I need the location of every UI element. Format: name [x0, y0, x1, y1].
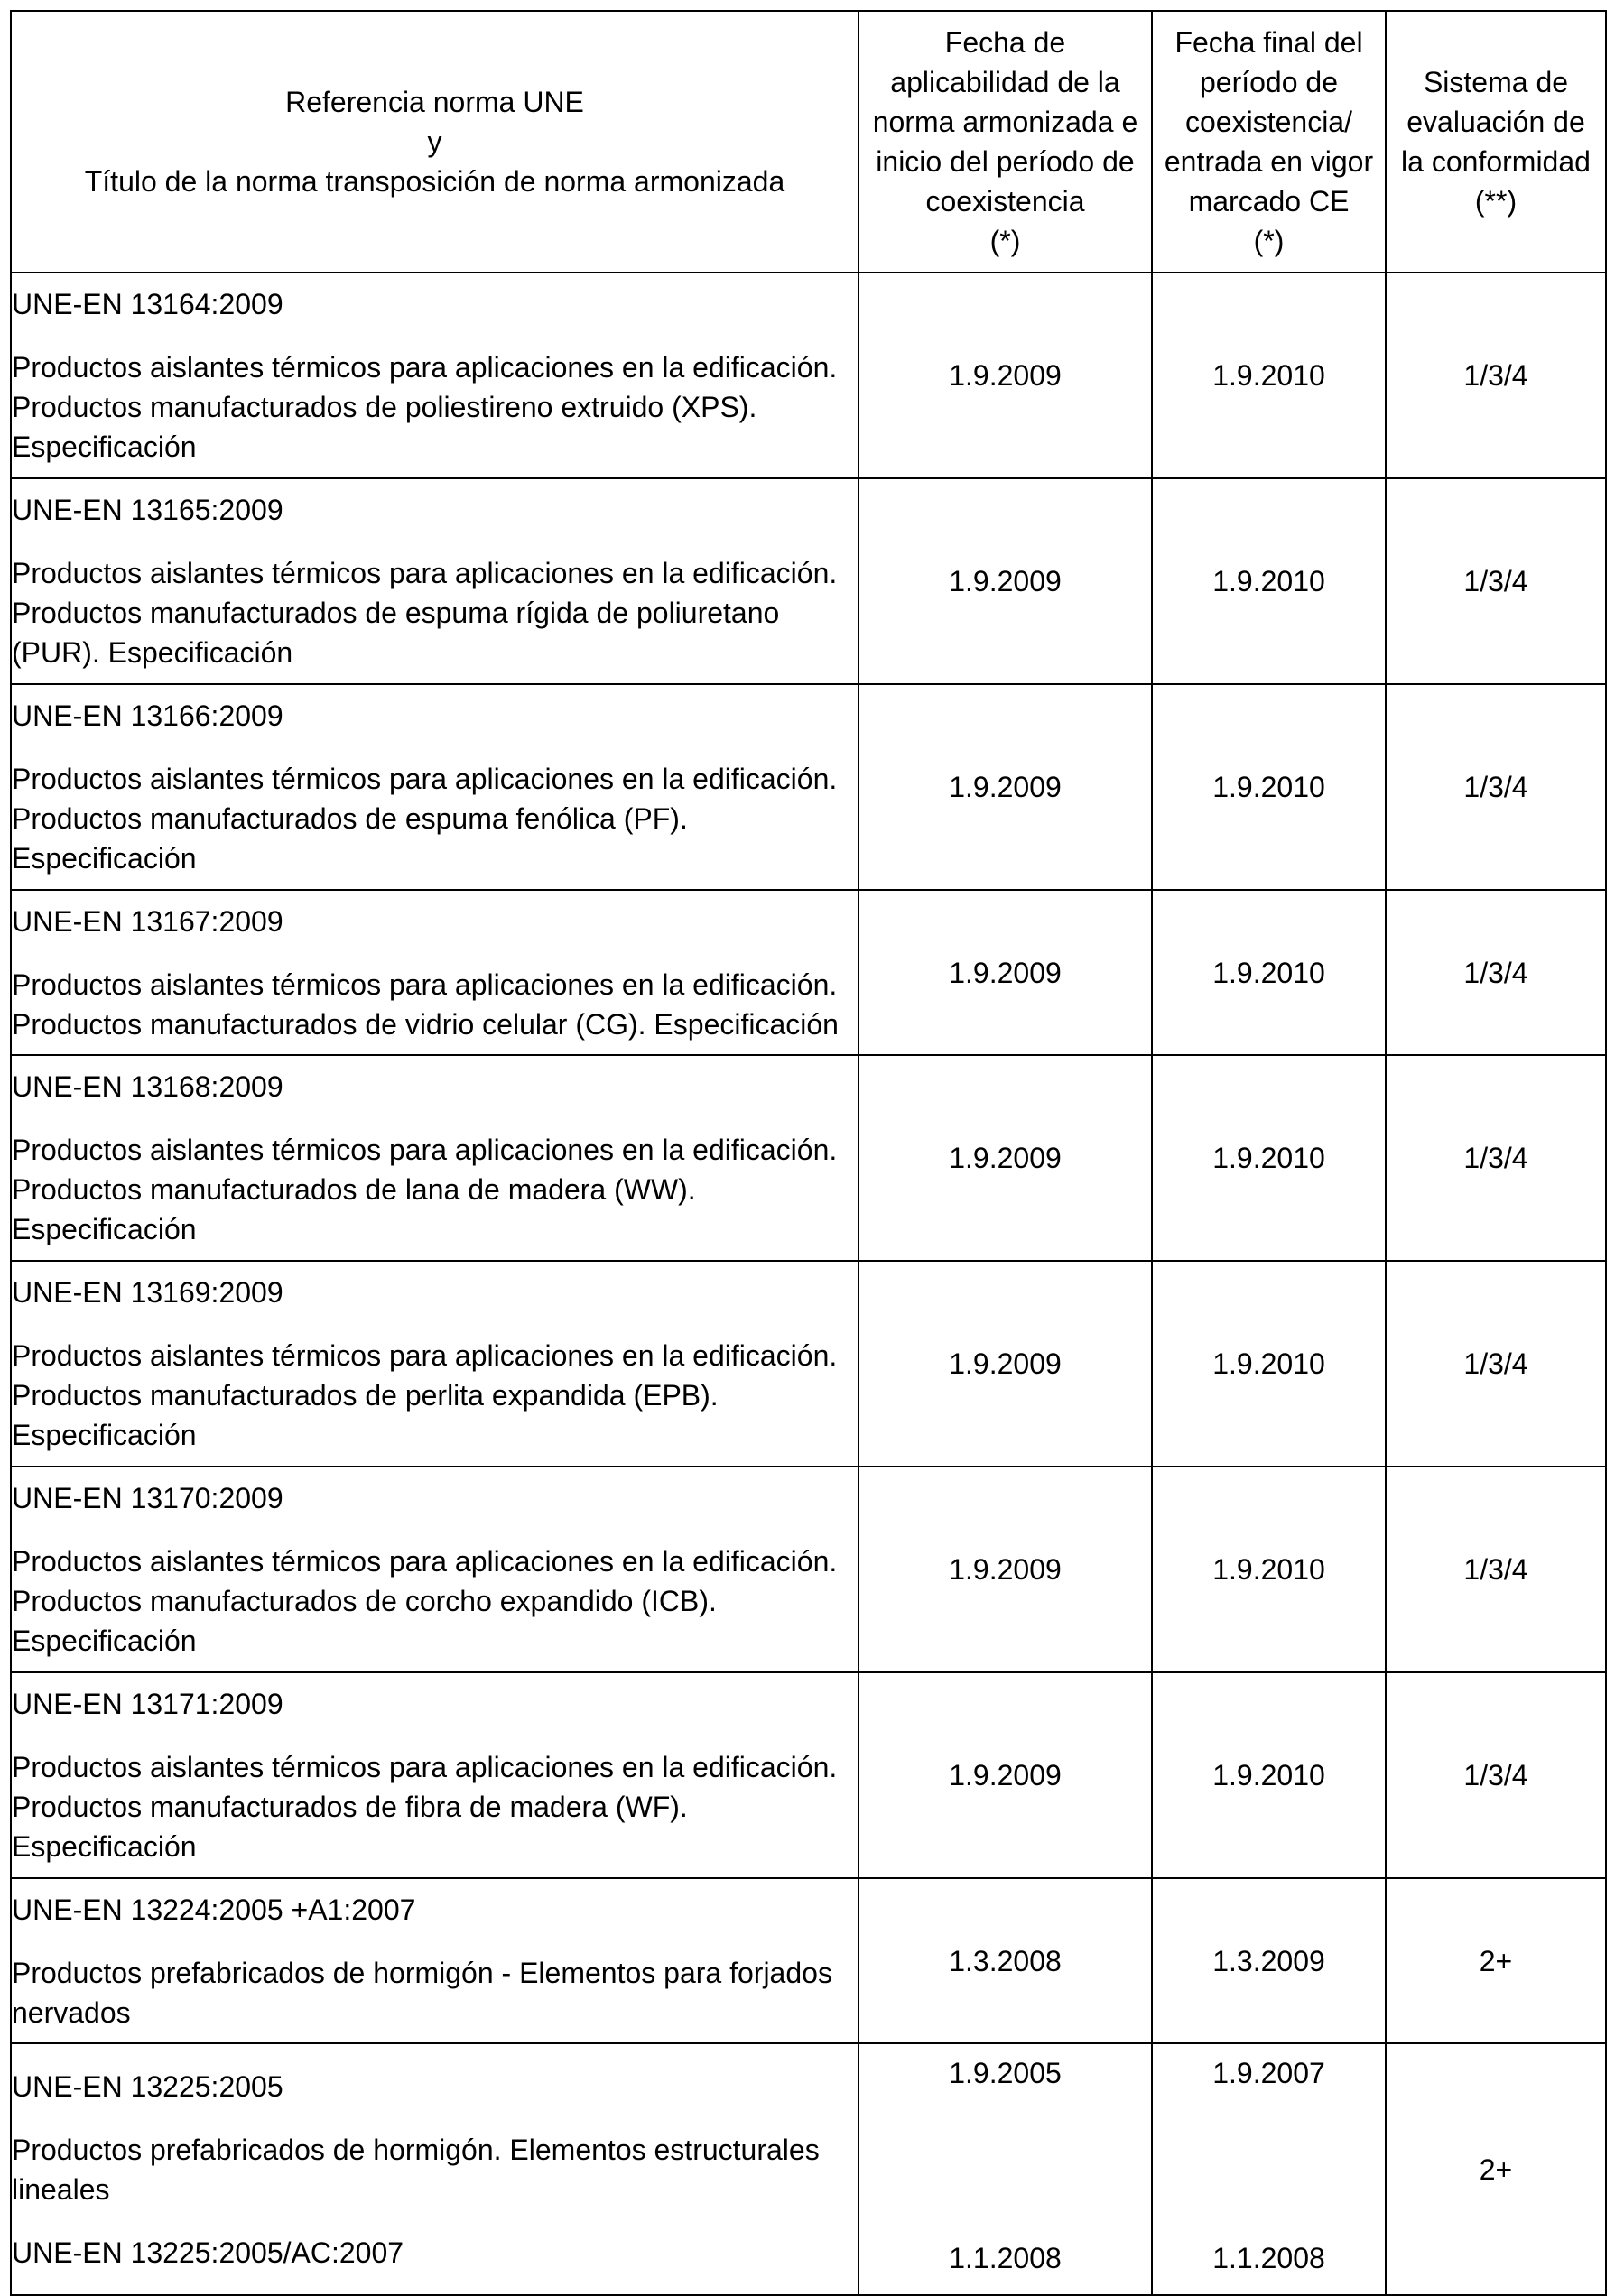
conformity-system: 1/3/4 — [1386, 890, 1606, 1055]
amendment-applicability-date: 1.1.2008 — [949, 2242, 1062, 2274]
applicability-date: 1.9.2005 — [949, 2057, 1062, 2089]
reference-cell — [11, 2043, 859, 2295]
applicability-date-cell — [859, 2043, 1152, 2295]
standard-title: Productos aislantes térmicos para aplicaciones en la edificación. Productos manufacturados de vidrio celular (CG). Especificación — [12, 967, 839, 1041]
conformity-system: 1/3/4 — [1386, 1672, 1606, 1878]
header-conformity-system — [1386, 11, 1606, 273]
harmonized-standards-table — [10, 10, 1607, 2296]
standard-code: UNE-EN 13167:2009 — [12, 904, 283, 938]
header-reference-text: Referencia norma UNE y Título de la norma transposición de norma armonizada — [84, 86, 785, 198]
header-reference — [11, 11, 859, 273]
end-coexistence-date: 1.9.2010 — [1152, 1467, 1386, 1672]
table-row — [11, 1672, 1606, 1878]
reference-cell — [11, 273, 859, 478]
applicability-date: 1.9.2009 — [859, 890, 1152, 1055]
reference-cell — [11, 1878, 859, 2043]
standard-code: UNE-EN 13225:2005 — [12, 2069, 283, 2103]
standard-code: UNE-EN 13168:2009 — [12, 1070, 283, 1103]
standard-title: Productos aislantes térmicos para aplicaciones en la edificación. Productos manufacturados de espuma rígida de poliuretano (PUR). Especificación — [12, 557, 838, 669]
standard-title: Productos prefabricados de hormigón. Elementos estructurales lineales — [12, 2133, 820, 2206]
table-row — [11, 1467, 1606, 1672]
table-row — [11, 1878, 1606, 2043]
standard-title: Productos aislantes térmicos para aplicaciones en la edificación. Productos manufacturados de espuma fenólica (PF). Especificación — [12, 763, 838, 875]
end-coexistence-date: 1.9.2010 — [1152, 1055, 1386, 1261]
applicability-date: 1.9.2009 — [859, 1261, 1152, 1467]
table-row — [11, 1055, 1606, 1261]
end-coexistence-date: 1.3.2009 — [1152, 1878, 1386, 2043]
conformity-system: 1/3/4 — [1386, 273, 1606, 478]
conformity-system: 1/3/4 — [1386, 1055, 1606, 1261]
applicability-date: 1.3.2008 — [859, 1878, 1152, 2043]
table-row — [11, 890, 1606, 1055]
standard-title: Productos aislantes térmicos para aplicaciones en la edificación. Productos manufacturados de lana de madera (WW). Especificación — [12, 1134, 838, 1245]
conformity-system: 2+ — [1386, 1878, 1606, 2043]
conformity-system: 1/3/4 — [1386, 1467, 1606, 1672]
amendment-end-coexistence-date: 1.1.2008 — [1212, 2242, 1325, 2274]
conformity-system: 1/3/4 — [1386, 684, 1606, 890]
table-row — [11, 1261, 1606, 1467]
applicability-date: 1.9.2009 — [859, 273, 1152, 478]
applicability-date: 1.9.2009 — [859, 478, 1152, 684]
reference-cell — [11, 890, 859, 1055]
amendment-code: UNE-EN 13225:2005/AC:2007 — [12, 2236, 404, 2269]
reference-cell — [11, 1467, 859, 1672]
standard-code: UNE-EN 13165:2009 — [12, 494, 283, 526]
standard-title: Productos aislantes térmicos para aplicaciones en la edificación. Productos manufacturados de poliestireno extruido (XPS). Especificación — [12, 351, 838, 463]
standard-code: UNE-EN 13169:2009 — [12, 1276, 283, 1309]
reference-cell — [11, 684, 859, 890]
table-row — [11, 2043, 1606, 2295]
end-coexistence-date: 1.9.2010 — [1152, 273, 1386, 478]
conformity-system: 2+ — [1386, 2043, 1606, 2295]
applicability-date: 1.9.2009 — [859, 1055, 1152, 1261]
header-applicability-date — [859, 11, 1152, 273]
table-row — [11, 684, 1606, 890]
standard-title: Productos aislantes térmicos para aplicaciones en la edificación. Productos manufacturados de fibra de madera (WF). Especificación — [12, 1751, 838, 1863]
end-coexistence-date: 1.9.2010 — [1152, 1261, 1386, 1467]
standard-code: UNE-EN 13224:2005 +A1:2007 — [12, 1893, 416, 1926]
reference-cell — [11, 478, 859, 684]
end-coexistence-date: 1.9.2010 — [1152, 1672, 1386, 1878]
table-row — [11, 273, 1606, 478]
end-coexistence-date-cell — [1152, 2043, 1386, 2295]
conformity-system: 1/3/4 — [1386, 1261, 1606, 1467]
standard-title: Productos aislantes térmicos para aplicaciones en la edificación. Productos manufacturados de corcho expandido (ICB). Especificación — [12, 1545, 838, 1657]
standard-code: UNE-EN 13166:2009 — [12, 699, 283, 732]
end-coexistence-date: 1.9.2010 — [1152, 684, 1386, 890]
header-end-coexistence-text: Fecha final del período de coexistencia/ entrada en vigor marcado CE (*) — [1164, 26, 1374, 257]
standard-title: Productos prefabricados de hormigón - Elementos para forjados nervados — [12, 1956, 832, 2029]
table-row — [11, 478, 1606, 684]
applicability-date: 1.9.2009 — [859, 1467, 1152, 1672]
standard-title: Productos aislantes térmicos para aplicaciones en la edificación. Productos manufacturados de perlita expandida (EPB). Especificación — [12, 1339, 838, 1451]
reference-cell — [11, 1672, 859, 1878]
end-coexistence-date: 1.9.2010 — [1152, 890, 1386, 1055]
applicability-date: 1.9.2009 — [859, 1672, 1152, 1878]
applicability-date: 1.9.2009 — [859, 684, 1152, 890]
standard-code: UNE-EN 13171:2009 — [12, 1688, 283, 1720]
conformity-system: 1/3/4 — [1386, 478, 1606, 684]
reference-cell — [11, 1261, 859, 1467]
table-header-row — [11, 11, 1606, 273]
reference-cell — [11, 1055, 859, 1261]
end-coexistence-date: 1.9.2010 — [1152, 478, 1386, 684]
standard-code: UNE-EN 13164:2009 — [12, 288, 283, 320]
standard-code: UNE-EN 13170:2009 — [12, 1482, 283, 1514]
header-end-coexistence-date — [1152, 11, 1386, 273]
header-applicability-text: Fecha de aplicabilidad de la norma armonizada e inicio del período de coexistencia (*) — [872, 26, 1138, 257]
header-system-text: Sistema de evaluación de la conformidad (**) — [1401, 66, 1591, 218]
end-coexistence-date: 1.9.2007 — [1212, 2057, 1325, 2089]
